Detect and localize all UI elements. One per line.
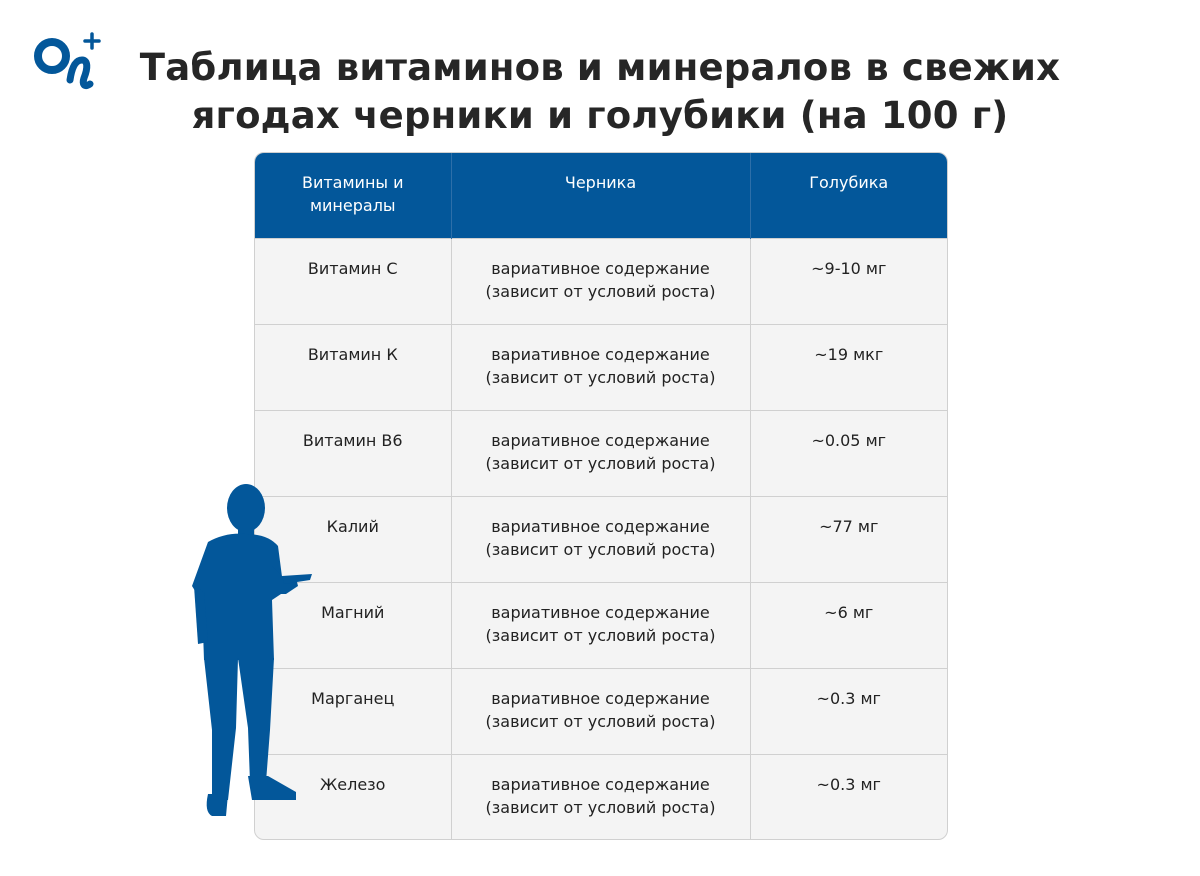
page-title: Таблица витаминов и минералов в свежих ягодах черники и голубики (на 100 г): [139, 46, 1061, 137]
table-row: [255, 238, 947, 324]
nutrient-table: [254, 152, 948, 840]
nutrient-cell: Магний: [255, 582, 451, 668]
nutrient-cell: Марганец: [255, 668, 451, 754]
blueberry-cell: ~6 мг: [750, 582, 947, 668]
table-row: [255, 410, 947, 496]
bilberry-cell: вариативное содержание (зависит от условий роста): [451, 668, 750, 754]
table-row: [255, 582, 947, 668]
blueberry-cell: ~77 мг: [750, 496, 947, 582]
bilberry-cell: вариативное содержание (зависит от условий роста): [451, 238, 750, 324]
bilberry-cell: вариативное содержание (зависит от условий роста): [451, 754, 750, 840]
column-header-nutrient: Витамины и минералы: [255, 153, 451, 238]
nutrient-cell: Витамин К: [255, 324, 451, 410]
bilberry-cell: вариативное содержание (зависит от условий роста): [451, 410, 750, 496]
nutrient-cell: Витамин В6: [255, 410, 451, 496]
person-with-tablet-icon: [186, 482, 312, 820]
table-row: [255, 324, 947, 410]
column-header-bilberry: Черника: [451, 153, 750, 238]
bilberry-cell: вариативное содержание (зависит от условий роста): [451, 324, 750, 410]
table-header-row: [255, 153, 947, 238]
bilberry-cell: вариативное содержание (зависит от условий роста): [451, 496, 750, 582]
nutrient-cell: Витамин С: [255, 238, 451, 324]
table-row: [255, 496, 947, 582]
blueberry-cell: ~0.05 мг: [750, 410, 947, 496]
table-row: [255, 668, 947, 754]
table-row: [255, 754, 947, 840]
bilberry-cell: вариативное содержание (зависит от условий роста): [451, 582, 750, 668]
column-header-blueberry: Голубика: [809, 173, 889, 192]
brand-logo-icon: [32, 28, 104, 94]
blueberry-cell: ~0.3 мг: [750, 668, 947, 754]
nutrient-cell: Железо: [255, 754, 451, 840]
blueberry-cell: ~0.3 мг: [750, 754, 947, 840]
blueberry-cell: ~9-10 мг: [750, 238, 947, 324]
blueberry-cell: ~19 мкг: [750, 324, 947, 410]
nutrient-cell: Калий: [255, 496, 451, 582]
